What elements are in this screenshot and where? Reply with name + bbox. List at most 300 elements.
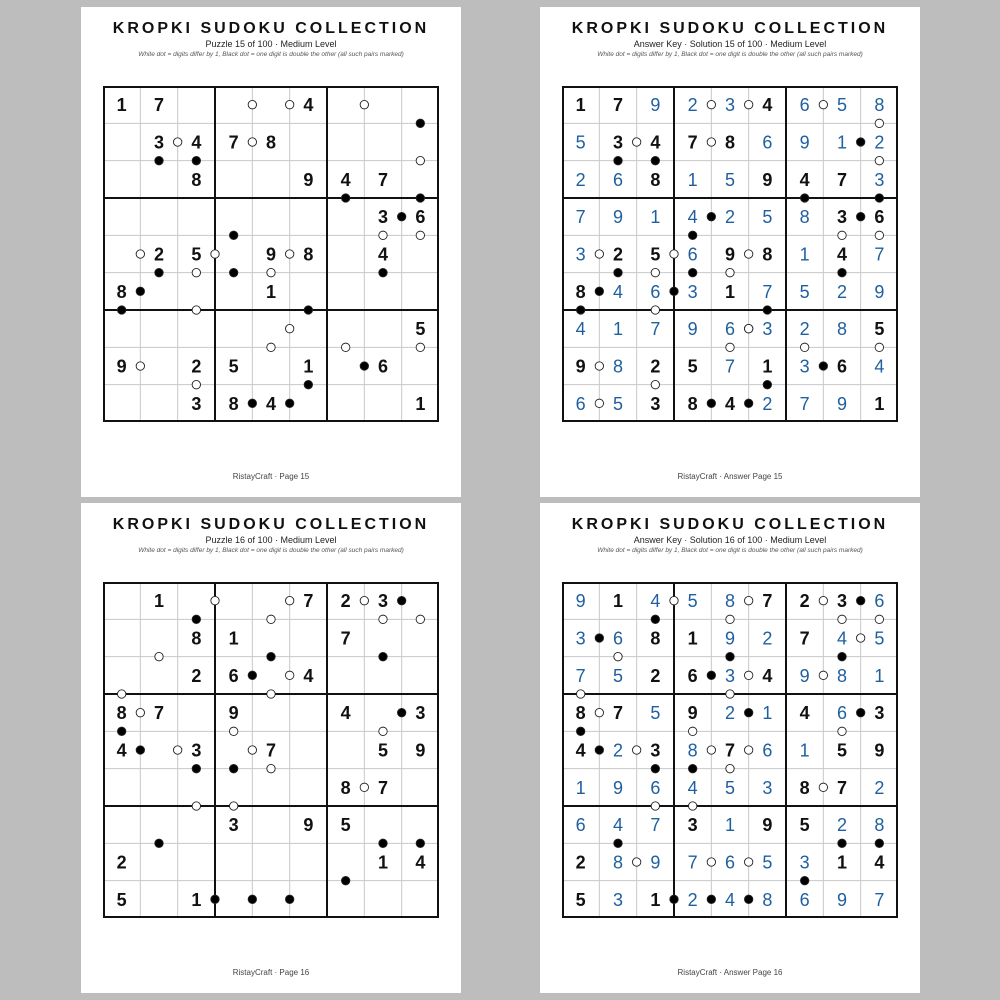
given-digit: 4 [415,852,426,873]
solution-digit: 5 [650,703,661,724]
given-digit: 5 [650,244,661,265]
given-digit: 4 [762,665,773,686]
given-digit: 7 [303,591,314,612]
given-digit: 5 [116,889,127,910]
given-digit: 8 [116,703,127,724]
given-digit: 4 [650,132,661,153]
given-digit: 4 [116,740,127,761]
white-dot [192,306,200,314]
given-digit: 9 [265,244,277,265]
white-dot [688,727,696,735]
given-digit: 5 [377,740,389,761]
given-digit: 5 [415,319,426,340]
black-dot [726,652,734,660]
solution-digit: 8 [724,591,736,612]
given-digit: 4 [303,95,314,116]
given-digit: 2 [153,244,165,265]
black-dot [192,615,200,623]
white-dot [726,268,734,276]
solution-digit: 1 [799,244,810,265]
given-digit: 4 [265,393,277,414]
white-dot [360,100,368,108]
solution-digit: 2 [724,703,736,724]
black-dot [416,839,424,847]
given-digit: 8 [799,777,810,798]
solution-digit: 6 [762,132,773,153]
black-dot [744,895,752,903]
black-dot [248,671,256,679]
white-dot [726,615,734,623]
given-digit: 8 [191,628,202,649]
given-digit: 9 [687,703,698,724]
black-dot [155,156,163,164]
given-digit: 6 [687,665,698,686]
page-footer: RistayCraft · Page 15 [232,472,310,481]
given-digit: 7 [377,169,389,190]
given-digit: 5 [228,356,239,377]
solution-digit: 3 [762,777,773,798]
black-dot [397,596,405,604]
white-dot [267,343,275,351]
page-subtitle: Puzzle 16 of 100 · Medium Level [205,535,337,545]
solution-digit: 8 [836,319,848,340]
given-digit: 7 [836,777,848,798]
given-digit: 2 [191,356,202,377]
white-dot [707,746,715,754]
given-digit: 1 [575,95,586,116]
page-subtitle: Answer Key · Solution 15 of 100 · Medium Level [633,39,827,49]
black-dot [304,306,312,314]
white-dot [285,250,293,258]
black-dot [248,895,256,903]
white-dot [744,596,752,604]
black-dot [707,399,715,407]
black-dot [117,727,125,735]
page-footer: RistayCraft · Answer Page 16 [677,968,783,977]
sudoku-grid [103,86,439,422]
puzzle-page-16 [81,503,461,993]
black-dot [360,362,368,370]
given-digit: 4 [191,132,202,153]
solution-digit: 7 [575,665,586,686]
white-dot [838,231,846,239]
given-digit: 3 [874,703,885,724]
white-dot [614,652,622,660]
white-dot [229,802,237,810]
white-dot [136,250,144,258]
white-dot [267,764,275,772]
black-dot [651,764,659,772]
given-digit: 4 [340,169,351,190]
given-digit: 4 [762,95,773,116]
white-dot [285,596,293,604]
given-digit: 9 [724,244,736,265]
white-dot [285,324,293,332]
black-dot [397,708,405,716]
given-digit: 7 [612,703,624,724]
given-digit: 1 [687,628,698,649]
given-digit: 2 [799,591,810,612]
given-digit: 1 [265,281,277,302]
white-dot [229,727,237,735]
white-dot [744,746,752,754]
given-digit: 8 [303,244,314,265]
black-dot [595,746,603,754]
white-dot [744,858,752,866]
solution-digit: 9 [799,132,810,153]
given-digit: 4 [724,393,736,414]
given-digit: 2 [191,665,202,686]
given-digit: 3 [836,207,848,228]
given-digit: 3 [415,703,426,724]
solution-digit: 3 [612,889,624,910]
solution-digit: 6 [762,740,773,761]
solution-digit: 8 [612,852,624,873]
rules-note: White dot = digits differ by 1, Black dot = one digit is double the other (all such pairs marked) [597,547,863,554]
solution-digit: 5 [762,207,773,228]
solution-digit: 4 [724,889,736,910]
solution-digit: 3 [575,628,586,649]
given-digit: 9 [762,169,773,190]
grid-svg [562,582,898,918]
black-dot [744,399,752,407]
page-footer: RistayCraft · Page 16 [232,968,310,977]
solution-digit: 7 [575,207,586,228]
black-dot [688,764,696,772]
solution-digit: 1 [799,740,810,761]
solution-digit: 2 [724,207,736,228]
given-digit: 7 [265,740,277,761]
white-dot [688,802,696,810]
given-digit: 4 [799,169,810,190]
given-digit: 4 [799,703,810,724]
page-subtitle: Answer Key · Solution 16 of 100 · Medium Level [633,535,827,545]
white-dot [416,231,424,239]
given-digit: 2 [340,591,351,612]
white-dot [211,596,219,604]
black-dot [819,362,827,370]
white-dot [838,615,846,623]
black-dot [229,231,237,239]
given-digit: 2 [650,665,661,686]
white-dot [576,690,584,698]
solution-digit: 5 [836,95,848,116]
solution-digit: 5 [575,132,586,153]
solution-digit: 1 [612,319,624,340]
black-dot [192,156,200,164]
given-digit: 3 [687,815,698,836]
white-dot [595,250,603,258]
solution-digit: 7 [650,815,661,836]
solution-digit: 3 [724,95,736,116]
solution-digit: 6 [612,628,624,649]
white-dot [192,268,200,276]
given-digit: 7 [612,95,624,116]
white-dot [726,690,734,698]
white-dot [173,746,181,754]
given-digit: 1 [191,889,202,910]
solution-grid [562,86,898,422]
page-title: KROPKI SUDOKU COLLECTION [571,516,889,533]
given-digit: 7 [799,628,810,649]
black-dot [285,399,293,407]
solution-digit: 4 [612,815,624,836]
solution-digit: 5 [687,591,698,612]
black-dot [416,119,424,127]
given-digit: 1 [228,628,239,649]
solution-digit: 2 [762,393,773,414]
given-digit: 4 [874,852,885,873]
given-digit: 7 [153,95,165,116]
black-dot [379,652,387,660]
given-digit: 1 [415,393,426,414]
white-dot [670,250,678,258]
black-dot [707,671,715,679]
page-title: KROPKI SUDOKU COLLECTION [571,20,889,37]
white-dot [416,156,424,164]
rules-note: White dot = digits differ by 1, Black dot = one digit is double the other (all such pairs marked) [138,51,404,58]
white-dot [651,802,659,810]
white-dot [819,671,827,679]
given-digit: 1 [612,591,624,612]
given-digit: 9 [116,356,127,377]
solution-digit: 9 [612,207,624,228]
black-dot [379,839,387,847]
given-digit: 2 [116,852,127,873]
given-digit: 3 [153,132,165,153]
solution-digit: 8 [799,207,810,228]
solution-digit: 4 [575,319,586,340]
black-dot [595,634,603,642]
black-dot [397,212,405,220]
solution-digit: 6 [724,319,736,340]
page-title: KROPKI SUDOKU COLLECTION [112,516,430,533]
given-digit: 8 [762,244,773,265]
solution-digit: 6 [575,815,586,836]
given-digit: 4 [303,665,314,686]
black-dot [651,156,659,164]
white-dot [726,343,734,351]
solution-digit: 4 [687,777,698,798]
white-dot [360,596,368,604]
given-digit: 1 [377,852,389,873]
solution-digit: 5 [612,665,624,686]
solution-digit: 5 [612,393,624,414]
white-dot [136,708,144,716]
white-dot [875,156,883,164]
white-dot [707,100,715,108]
black-dot [707,895,715,903]
rules-note: White dot = digits differ by 1, Black dot = one digit is double the other (all such pairs marked) [138,547,404,554]
given-digit: 9 [415,740,426,761]
solution-digit: 6 [687,244,698,265]
solution-digit: 7 [687,852,698,873]
given-digit: 4 [377,244,389,265]
black-dot [341,876,349,884]
white-dot [856,634,864,642]
white-dot [651,306,659,314]
black-dot [856,212,864,220]
black-dot [800,876,808,884]
given-digit: 7 [228,132,239,153]
solution-digit: 7 [650,319,661,340]
given-digit: 5 [874,319,885,340]
given-digit: 2 [612,244,624,265]
given-digit: 9 [303,169,314,190]
white-dot [875,231,883,239]
given-digit: 3 [191,393,202,414]
solution-digit: 3 [799,852,810,873]
solution-digit: 9 [612,777,624,798]
white-dot [267,690,275,698]
white-dot [192,380,200,388]
black-dot [651,615,659,623]
white-dot [595,362,603,370]
black-dot [707,212,715,220]
solution-digit: 3 [575,244,586,265]
solution-digit: 2 [874,132,885,153]
solution-digit: 9 [687,319,698,340]
white-dot [744,324,752,332]
black-dot [576,306,584,314]
given-digit: 5 [191,244,202,265]
white-dot [670,596,678,604]
white-dot [838,727,846,735]
black-dot [576,727,584,735]
given-digit: 1 [836,852,848,873]
given-digit: 9 [874,740,885,761]
white-dot [726,764,734,772]
black-dot [595,287,603,295]
white-dot [875,343,883,351]
solution-digit: 5 [799,281,810,302]
grid-svg [103,582,439,918]
solution-digit: 3 [724,665,736,686]
black-dot [416,194,424,202]
solution-digit: 7 [799,393,810,414]
solution-digit: 2 [836,281,848,302]
white-dot [360,783,368,791]
black-dot [614,156,622,164]
solution-digit: 6 [575,393,586,414]
solution-digit: 9 [650,852,661,873]
white-dot [819,100,827,108]
solution-digit: 8 [687,740,698,761]
white-dot [707,858,715,866]
white-dot [632,746,640,754]
white-dot [379,727,387,735]
white-dot [211,250,219,258]
solution-digit: 2 [762,628,773,649]
black-dot [744,708,752,716]
solution-digit: 2 [575,169,586,190]
given-digit: 1 [762,356,773,377]
solution-digit: 3 [874,169,885,190]
black-dot [304,380,312,388]
white-dot [267,268,275,276]
white-dot [248,138,256,146]
solution-digit: 7 [874,244,885,265]
white-dot [379,231,387,239]
black-dot [763,380,771,388]
black-dot [763,306,771,314]
solution-digit: 2 [874,777,885,798]
solution-digit: 6 [836,703,848,724]
black-dot [838,839,846,847]
given-digit: 5 [836,740,848,761]
black-dot [341,194,349,202]
solution-digit: 8 [836,665,848,686]
white-dot [819,596,827,604]
given-digit: 1 [116,95,127,116]
given-digit: 3 [650,393,661,414]
solution-digit: 4 [612,281,624,302]
given-digit: 1 [303,356,314,377]
given-digit: 6 [836,356,848,377]
solution-digit: 6 [650,777,661,798]
white-dot [595,399,603,407]
given-digit: 3 [836,591,848,612]
black-dot [285,895,293,903]
black-dot [688,268,696,276]
puzzle-page-15 [81,7,461,497]
given-digit: 8 [724,132,736,153]
solution-digit: 2 [687,889,698,910]
given-digit: 3 [650,740,661,761]
solution-digit: 5 [724,169,736,190]
white-dot [341,343,349,351]
solution-digit: 2 [687,95,698,116]
given-digit: 1 [724,281,736,302]
given-digit: 8 [340,777,351,798]
black-dot [856,708,864,716]
given-digit: 8 [575,281,586,302]
white-dot [744,100,752,108]
black-dot [614,839,622,847]
solution-digit: 7 [724,356,736,377]
white-dot [416,343,424,351]
white-dot [285,671,293,679]
solution-digit: 1 [724,815,736,836]
solution-digit: 1 [762,703,773,724]
solution-digit: 8 [612,356,624,377]
given-digit: 5 [799,815,810,836]
solution-digit: 4 [650,591,661,612]
given-digit: 8 [228,393,239,414]
given-digit: 8 [650,169,661,190]
given-digit: 9 [303,815,314,836]
page-title: KROPKI SUDOKU COLLECTION [112,20,430,37]
black-dot [136,746,144,754]
solution-digit: 9 [650,95,661,116]
black-dot [248,399,256,407]
given-digit: 3 [377,591,389,612]
solution-digit: 3 [687,281,698,302]
black-dot [211,895,219,903]
given-digit: 8 [687,393,698,414]
given-digit: 8 [650,628,661,649]
given-digit: 2 [575,852,586,873]
white-dot [875,615,883,623]
solution-digit: 4 [836,628,848,649]
black-dot [670,895,678,903]
solution-digit: 1 [836,132,848,153]
solution-digit: 1 [650,207,661,228]
given-digit: 7 [153,703,165,724]
white-dot [744,250,752,258]
black-dot [117,306,125,314]
white-dot [267,615,275,623]
